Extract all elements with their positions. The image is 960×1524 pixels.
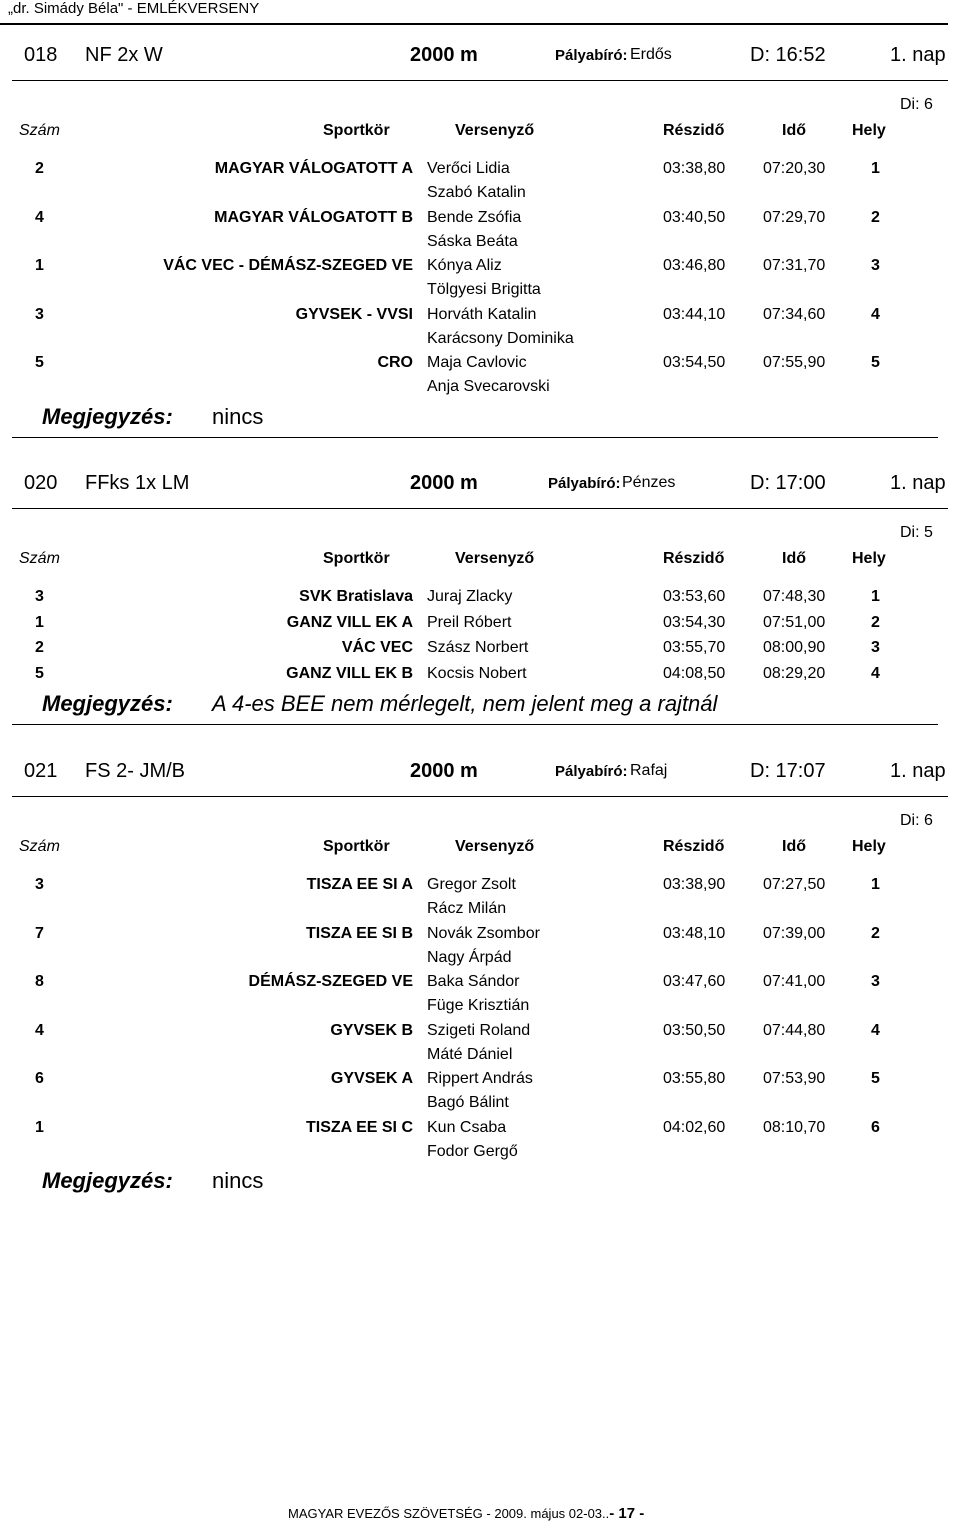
race-end-divider [12, 437, 938, 438]
athlete-name: Fodor Gergő [427, 1142, 518, 1160]
finish-time: 07:31,70 [763, 257, 826, 274]
finish-time: 07:48,30 [763, 588, 826, 605]
lane-number: 5 [35, 664, 44, 682]
finish-rank: 2 [871, 208, 880, 226]
finish-time: 08:00,90 [763, 639, 826, 657]
club-name: TISZA EE SI C [306, 1118, 413, 1136]
col-header-szam: Szám [19, 550, 60, 567]
lane-number: 7 [35, 924, 44, 942]
athlete-name: Kun Csaba [427, 1118, 507, 1136]
race-end-divider [12, 724, 938, 725]
split-time: 03:47,60 [663, 973, 726, 990]
club-name: GANZ VILL EK A [286, 613, 413, 631]
col-header-hely: Hely [852, 838, 886, 855]
lane-number: 1 [35, 1118, 44, 1136]
athlete-name: Preil Róbert [427, 613, 512, 631]
finish-rank: 5 [871, 354, 880, 371]
finish-rank: 6 [871, 1118, 880, 1136]
athlete-name: Füge Krisztián [427, 997, 530, 1014]
club-name: TISZA EE SI A [306, 876, 413, 893]
note-label: Megjegyzés: [42, 691, 173, 716]
athlete-name: Sáska Beáta [427, 232, 518, 250]
referee-label: Pályabíró: [555, 47, 628, 64]
finish-time: 08:10,70 [763, 1118, 826, 1136]
athlete-name: Szigeti Roland [427, 1021, 531, 1039]
finish-time: 07:34,60 [763, 305, 826, 323]
page-number: - 17 - [609, 1505, 645, 1522]
col-header-reszido: Részidő [663, 550, 725, 567]
di-count: Di: 6 [900, 812, 933, 829]
club-name: CRO [377, 354, 413, 371]
start-time: D: 17:00 [750, 472, 826, 494]
athlete-name: Gregor Zsolt [427, 876, 516, 893]
boat-class: FFks 1x LM [85, 472, 190, 494]
finish-rank: 1 [871, 876, 880, 893]
start-time: D: 17:07 [750, 760, 826, 782]
athlete-name: Maja Cavlovic [427, 354, 527, 371]
di-count: Di: 5 [900, 524, 933, 541]
split-time: 03:55,80 [663, 1070, 726, 1087]
col-header-ido: Idő [782, 838, 806, 855]
athlete-name: Kónya Aliz [427, 257, 502, 274]
lane-number: 1 [35, 613, 44, 631]
club-name: DÉMÁSZ-SZEGED VE [248, 973, 413, 990]
athlete-name: Novák Zsombor [427, 924, 540, 942]
lane-number: 4 [35, 208, 44, 226]
athlete-name: Bagó Bálint [427, 1094, 509, 1111]
finish-time: 07:53,90 [763, 1070, 826, 1087]
split-time: 03:54,30 [663, 613, 726, 631]
split-time: 03:50,50 [663, 1021, 726, 1039]
athlete-name: Baka Sándor [427, 973, 520, 990]
footer-text: MAGYAR EVEZŐS SZÖVETSÉG - 2009. május 02-03.. [288, 1506, 610, 1521]
club-name: VÁC VEC [341, 639, 413, 657]
race-day: 1. nap [890, 472, 946, 494]
race-day: 1. nap [890, 44, 946, 66]
finish-time: 07:27,50 [763, 876, 826, 893]
club-name: SVK Bratislava [299, 588, 413, 605]
col-header-ido: Idő [782, 122, 806, 139]
club-name: TISZA EE SI B [306, 924, 413, 942]
race-day: 1. nap [890, 760, 946, 782]
col-header-reszido: Részidő [663, 838, 725, 855]
finish-rank: 5 [871, 1070, 880, 1087]
athlete-name: Szabó Katalin [427, 184, 526, 201]
finish-rank: 2 [871, 613, 880, 631]
finish-rank: 2 [871, 924, 880, 942]
lane-number: 3 [35, 588, 44, 605]
finish-time: 07:55,90 [763, 354, 826, 371]
note-text: nincs [212, 1168, 264, 1193]
club-name: MAGYAR VÁLOGATOTT A [214, 160, 413, 177]
club-name: MAGYAR VÁLOGATOTT B [214, 208, 413, 226]
col-header-versenyzo: Versenyző [455, 122, 535, 139]
finish-rank: 3 [871, 639, 880, 657]
split-time: 03:53,60 [663, 588, 726, 605]
race-number: 020 [24, 472, 58, 494]
club-name: GYVSEK A [330, 1070, 413, 1087]
race-distance: 2000 m [410, 44, 478, 66]
referee-name: Pénzes [622, 474, 676, 491]
finish-time: 07:44,80 [763, 1021, 826, 1039]
note-label: Megjegyzés: [42, 1168, 173, 1193]
col-header-hely: Hely [852, 550, 886, 567]
finish-time: 07:51,00 [763, 613, 826, 631]
club-name: GYVSEK - VVSI [295, 305, 413, 323]
athlete-name: Juraj Zlacky [427, 588, 513, 605]
lane-number: 3 [35, 305, 44, 323]
lane-number: 2 [35, 160, 44, 177]
split-time: 04:08,50 [663, 664, 726, 682]
start-time: D: 16:52 [750, 44, 826, 66]
col-header-hely: Hely [852, 122, 886, 139]
col-header-versenyzo: Versenyző [455, 838, 535, 855]
lane-number: 6 [35, 1070, 44, 1087]
finish-rank: 1 [871, 160, 880, 177]
finish-time: 07:41,00 [763, 973, 826, 990]
split-time: 03:38,90 [663, 876, 726, 893]
lane-number: 4 [35, 1021, 44, 1039]
lane-number: 8 [35, 973, 44, 990]
col-header-versenyzo: Versenyző [455, 550, 535, 567]
col-header-sportkor: Sportkör [323, 550, 390, 567]
split-time: 03:44,10 [663, 305, 726, 323]
col-header-sportkor: Sportkör [323, 838, 390, 855]
athlete-name: Verőci Lidia [427, 160, 510, 177]
finish-time: 07:29,70 [763, 208, 826, 226]
split-time: 03:46,80 [663, 257, 726, 274]
race-distance: 2000 m [410, 760, 478, 782]
event-title: „dr. Simády Béla" - EMLÉKVERSENY [8, 0, 260, 17]
split-time: 03:48,10 [663, 924, 726, 942]
referee-name: Erdős [630, 46, 672, 63]
split-time: 04:02,60 [663, 1118, 726, 1136]
split-time: 03:40,50 [663, 208, 726, 226]
referee-name: Rafaj [630, 762, 668, 779]
athlete-name: Nagy Árpád [427, 948, 512, 966]
race-number: 018 [24, 44, 58, 66]
race-header-divider [12, 796, 948, 797]
finish-rank: 1 [871, 588, 880, 605]
athlete-name: Horváth Katalin [427, 305, 537, 323]
header-divider [0, 23, 948, 25]
referee-label: Pályabíró: [548, 475, 621, 492]
note-label: Megjegyzés: [42, 404, 173, 429]
lane-number: 5 [35, 354, 44, 371]
finish-rank: 4 [871, 1021, 880, 1039]
club-name: GANZ VILL EK B [286, 664, 413, 682]
col-header-sportkor: Sportkör [323, 122, 390, 139]
boat-class: FS 2- JM/B [85, 760, 186, 782]
lane-number: 1 [35, 257, 44, 274]
finish-rank: 3 [871, 973, 880, 990]
page-footer [288, 1505, 644, 1522]
race-header-divider [12, 508, 948, 509]
race-distance: 2000 m [410, 472, 478, 494]
finish-rank: 3 [871, 257, 880, 274]
race-header-divider [12, 80, 948, 81]
athlete-name: Rácz Milán [427, 900, 507, 917]
club-name: GYVSEK B [330, 1021, 413, 1039]
split-time: 03:54,50 [663, 354, 726, 371]
col-header-szam: Szám [19, 838, 60, 855]
lane-number: 2 [35, 639, 44, 657]
lane-number: 3 [35, 876, 44, 893]
finish-rank: 4 [871, 305, 880, 323]
note-text: A 4-es BEE nem mérlegelt, nem jelent meg a rajtnál [212, 691, 718, 716]
athlete-name: Rippert András [427, 1070, 533, 1087]
athlete-name: Anja Svecarovski [427, 378, 550, 395]
athlete-name: Karácsony Dominika [427, 329, 574, 347]
club-name: VÁC VEC - DÉMÁSZ-SZEGED VE [163, 257, 413, 274]
race-number: 021 [24, 760, 58, 782]
di-count: Di: 6 [900, 96, 933, 113]
athlete-name: Szász Norbert [427, 639, 529, 657]
referee-label: Pályabíró: [555, 763, 628, 780]
split-time: 03:55,70 [663, 639, 726, 657]
finish-time: 08:29,20 [763, 664, 826, 682]
note-text: nincs [212, 404, 264, 429]
athlete-name: Máté Dániel [427, 1045, 513, 1063]
athlete-name: Bende Zsófia [427, 208, 522, 226]
finish-rank: 4 [871, 664, 880, 682]
finish-time: 07:39,00 [763, 924, 826, 942]
boat-class: NF 2x W [85, 44, 163, 66]
col-header-ido: Idő [782, 550, 806, 567]
col-header-szam: Szám [19, 122, 60, 139]
col-header-reszido: Részidő [663, 122, 725, 139]
athlete-name: Kocsis Nobert [427, 664, 527, 682]
split-time: 03:38,80 [663, 160, 726, 177]
athlete-name: Tölgyesi Brigitta [427, 281, 541, 298]
finish-time: 07:20,30 [763, 160, 826, 177]
